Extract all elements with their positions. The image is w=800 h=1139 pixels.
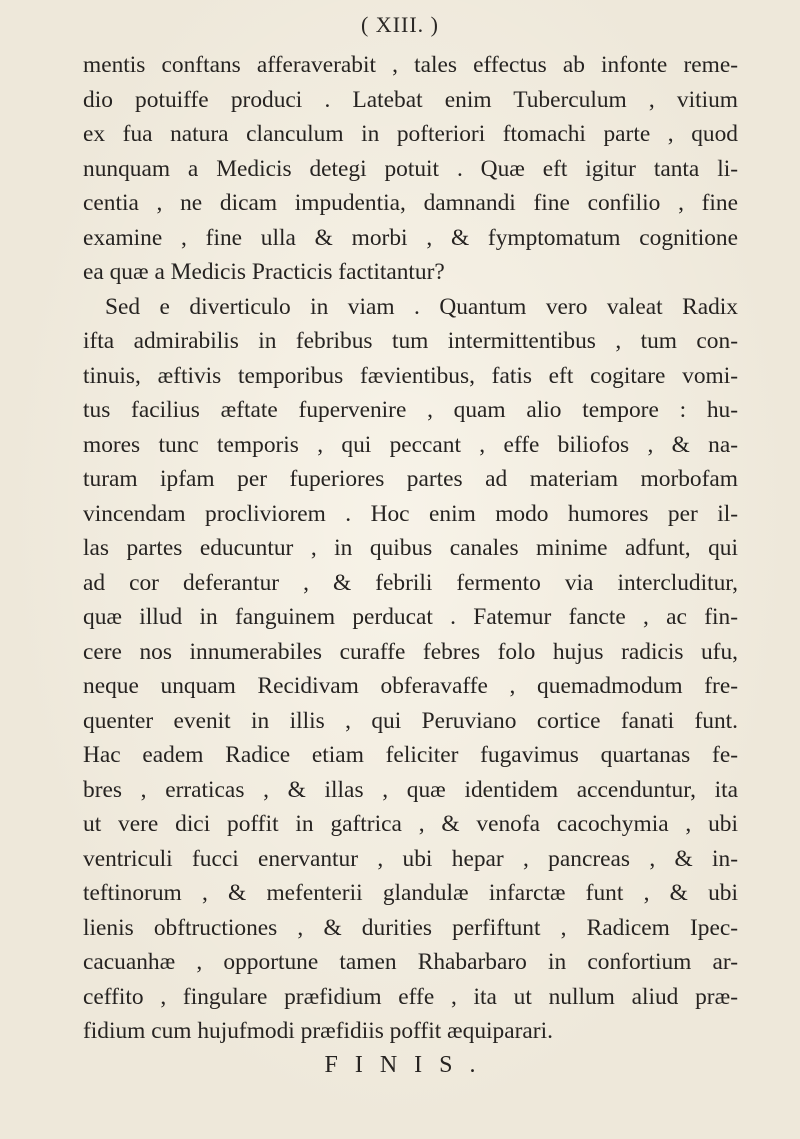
- text-line: ad cor deferantur , & febrili fermento via intercluditur,: [83, 569, 738, 596]
- text-line: ea quæ a Medicis Practicis factitantur?: [83, 259, 445, 285]
- text-line: mentis conftans afferaverabit , tales effectus ab infonte reme-: [83, 52, 738, 78]
- text-line: fidium cum hujufmodi præfidiis poffit æquiparari.: [83, 1018, 553, 1044]
- text-line: quenter evenit in illis , qui Peruviano cortice fanati funt.: [83, 707, 738, 734]
- text-line: quæ illud in fanguinem perducat . Fatemur fancte , ac fin-: [83, 604, 738, 630]
- text-line: vincendam procliviorem . Hoc enim modo humores per il-: [83, 500, 738, 527]
- finis-heading: FINIS.: [324, 1052, 493, 1078]
- text-line: ifta admirabilis in febribus tum intermittentibus , tum con-: [83, 328, 738, 354]
- text-line: tinuis, æftivis temporibus fævientibus, fatis eft cogitare vomi-: [83, 362, 738, 389]
- text-line: teftinorum , & mefenterii glandulæ infarctæ funt , & ubi: [83, 880, 738, 906]
- text-line: ceffito , fingulare præfidium effe , ita ut nullum aliud præ-: [83, 983, 738, 1010]
- page-number: ( XIII. ): [360, 12, 440, 37]
- text-line: Sed e diverticulo in viam . Quantum vero valeat Radix: [105, 293, 738, 320]
- text-line: dio potuiffe produci . Latebat enim Tuberculum , vitium: [83, 86, 738, 113]
- text-line: nunquam a Medicis detegi potuit . Quæ eft igitur tanta li-: [83, 155, 738, 182]
- text-line: lienis obftructiones , & durities perfiftunt , Radicem Ipec-: [83, 914, 738, 941]
- body-text: [83, 48, 738, 1049]
- text-line: mores tunc temporis , qui peccant , effe biliofos , & na-: [83, 431, 738, 458]
- text-line: turam ipfam per fuperiores partes ad materiam morbofam: [83, 466, 738, 492]
- text-line: ventriculi fucci enervantur , ubi hepar , pancreas , & in-: [83, 845, 738, 872]
- text-line: cacuanhæ , opportune tamen Rhabarbaro in confortium ar-: [83, 949, 738, 975]
- text-line: examine , fine ulla & morbi , & fymptomatum cognitione: [83, 224, 738, 251]
- text-line: Hac eadem Radice etiam feliciter fugavimus quartanas fe-: [83, 742, 738, 768]
- text-line: ut vere dici poffit in gaftrica , & venofa cacochymia , ubi: [83, 811, 738, 837]
- text-line: neque unquam Recidivam obferavaffe , quemadmodum fre-: [83, 673, 738, 699]
- text-line: las partes educuntur , in quibus canales minime adfunt, qui: [83, 535, 738, 561]
- text-line: tus facilius æftate fupervenire , quam alio tempore : hu-: [83, 397, 738, 423]
- text-line: bres , erraticas , & illas , quæ identidem accenduntur, ita: [83, 776, 738, 803]
- text-line: ex fua natura clanculum in pofteriori ftomachi parte , quod: [83, 121, 738, 147]
- text-line: cere nos innumerabiles curaffe febres folo hujus radicis ufu,: [83, 638, 738, 665]
- text-line: centia , ne dicam impudentia, damnandi fine confilio , fine: [83, 190, 738, 216]
